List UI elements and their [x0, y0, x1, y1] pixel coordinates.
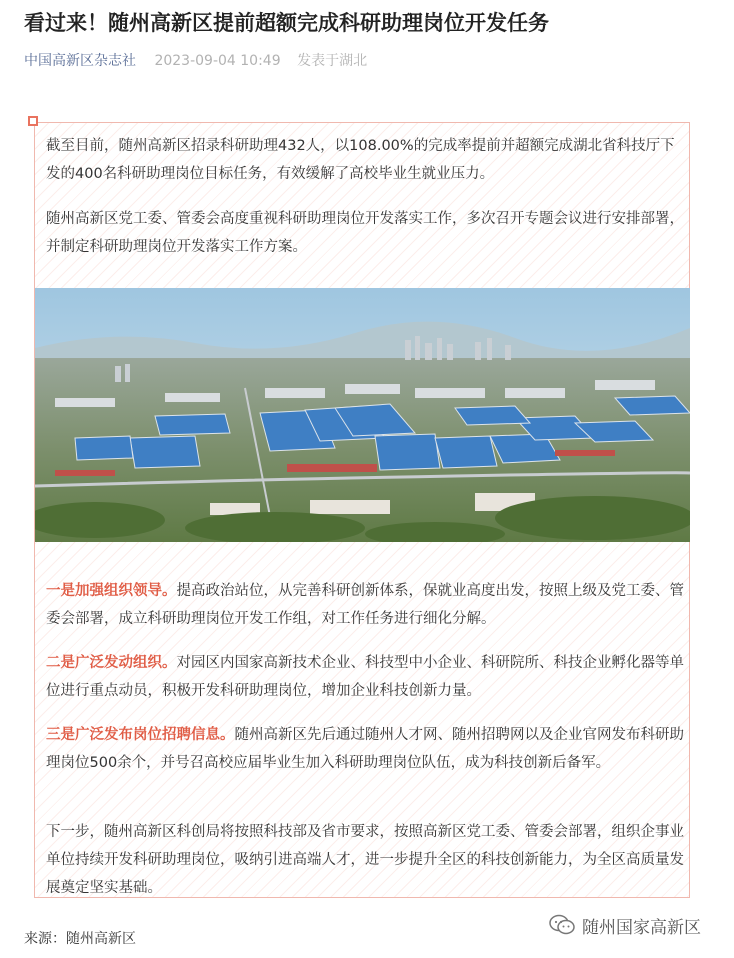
- paragraph-deployment: 随州高新区党工委、管委会高度重视科研助理岗位开发落实工作，多次召开专题会议进行安排部署，并制定科研助理岗位开发落实工作方案。: [46, 211, 684, 255]
- publish-location: 发表于湖北: [297, 53, 368, 69]
- recruitment-text: 随州高新区先后通过随州人才网、随州招聘网以及企业官网发布科研助理岗位500余个，并号召高校应届毕业生加入科研助理岗位队伍，成为科技创新后备军。: [46, 727, 684, 771]
- article-title: 看过来！随州高新区提前超额完成科研助理岗位开发任务: [24, 11, 549, 35]
- account-name-link[interactable]: 中国高新区杂志社: [24, 53, 136, 69]
- leadership-text: 提高政治站位，从完善科研创新体系，保就业高度出发，按照上级及党工委、管委会部署，成立科研助理岗位开发工作组，对工作任务进行细化分解。: [46, 583, 684, 627]
- paragraph-recruitment: [46, 721, 684, 777]
- wechat-watermark: [548, 912, 701, 938]
- recruitment-heading: 三是广泛发布岗位招聘信息。: [46, 727, 235, 743]
- mobilization-text: 对园区内国家高新技术企业、科技型中小企业、科研院所、科技企业孵化器等单位进行重点动员，积极开发科研助理岗位，增加企业科技创新力量。: [46, 655, 684, 699]
- article-source: 来源：随州高新区: [24, 931, 136, 947]
- mobilization-heading: 二是广泛发动组织。: [46, 655, 177, 671]
- publish-date: 2023-09-04 10:49: [154, 53, 281, 69]
- industrial-park-aerial-photo[interactable]: [35, 288, 690, 542]
- article-meta: [24, 51, 367, 71]
- leadership-heading: 一是加强组织领导。: [46, 583, 177, 599]
- paragraph-next-steps: 下一步，随州高新区科创局将按照科技部及省市要求，按照高新区党工委、管委会部署，组织企事业单位持续开发科研助理岗位，吸纳引进高端人才，进一步提升全区的科技创新能力，为全区高质量发展奠定坚实基础。: [46, 824, 684, 896]
- paragraph-mobilization: [46, 649, 684, 705]
- watermark-text: 随州国家高新区: [582, 917, 701, 938]
- paragraph-intro: 截至目前，随州高新区招录科研助理432人，以108.00%的完成率提前并超额完成湖北省科技厅下发的400名科研助理岗位目标任务，有效缓解了高校毕业生就业压力。: [46, 138, 675, 182]
- wechat-icon: [548, 914, 576, 936]
- aerial-photo-illustration: [35, 288, 690, 542]
- paragraph-leadership: [46, 577, 684, 633]
- card-corner-decoration: [28, 116, 38, 126]
